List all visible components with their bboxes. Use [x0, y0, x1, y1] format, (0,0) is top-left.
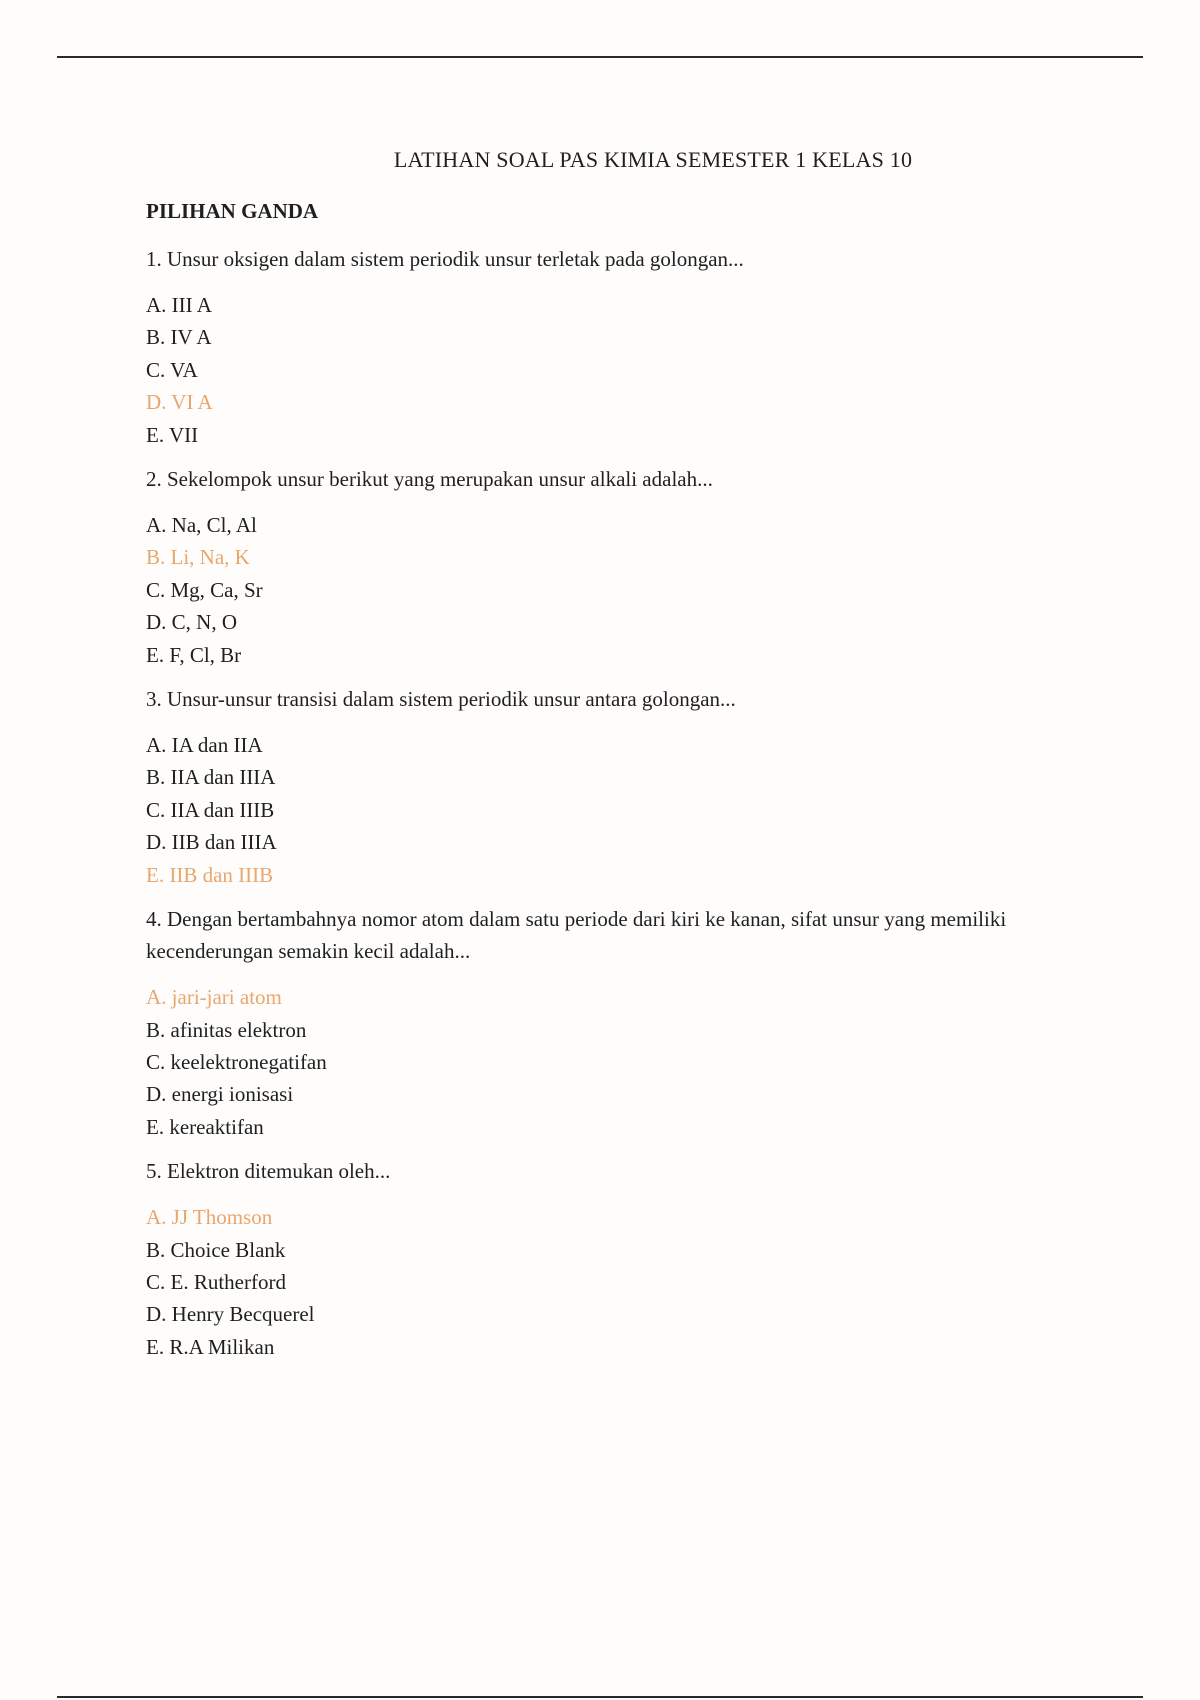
option-d[interactable]: D. IIB dan IIIA: [146, 830, 277, 855]
option-c[interactable]: C. keelektronegatifan: [146, 1049, 327, 1074]
top-rule: [57, 56, 1143, 58]
question-text: 3. Unsur-unsur transisi dalam sistem periodik unsur antara golongan...: [146, 687, 736, 712]
option-c[interactable]: C. E. Rutherford: [146, 1269, 286, 1294]
question-4: [146, 903, 1086, 1143]
option-e[interactable]: E. F, Cl, Br: [146, 642, 242, 667]
option-b-correct[interactable]: B. Li, Na, K: [146, 545, 250, 570]
document-page: [146, 142, 1086, 1375]
option-e[interactable]: E. R.A Milikan: [146, 1334, 275, 1359]
question-5: [146, 1155, 1086, 1363]
option-c[interactable]: C. VA: [146, 357, 198, 382]
option-a-correct[interactable]: A. jari-jari atom: [146, 985, 282, 1010]
option-d[interactable]: D. energi ionisasi: [146, 1082, 294, 1107]
question-text: 1. Unsur oksigen dalam sistem periodik unsur terletak pada golongan...: [146, 247, 744, 271]
option-c[interactable]: C. Mg, Ca, Sr: [146, 577, 263, 602]
option-list: [146, 981, 1086, 1143]
option-list: [146, 509, 1086, 671]
question-text: 4. Dengan bertambahnya nomor atom dalam satu periode dari kiri ke kanan, sifat unsur yang memiliki kecenderungan semakin kecil adalah...: [146, 907, 1007, 964]
option-b[interactable]: B. IV A: [146, 325, 212, 350]
option-b[interactable]: B. Choice Blank: [146, 1237, 286, 1262]
option-list: [146, 729, 1086, 891]
option-a[interactable]: A. Na, Cl, Al: [146, 513, 257, 538]
question-text: 5. Elektron ditemukan oleh...: [146, 1159, 391, 1184]
question-2: [146, 463, 1086, 671]
question-3: [146, 683, 1086, 891]
option-e[interactable]: E. VII: [146, 422, 199, 447]
option-b[interactable]: B. IIA dan IIIA: [146, 765, 276, 790]
option-a[interactable]: A. IA dan IIA: [146, 733, 263, 758]
section-title: PILIHAN GANDA: [146, 199, 319, 223]
option-a[interactable]: A. III A: [146, 293, 212, 317]
option-b[interactable]: B. afinitas elektron: [146, 1017, 307, 1042]
option-d[interactable]: D. Henry Becquerel: [146, 1302, 315, 1327]
option-d-correct[interactable]: D. VI A: [146, 390, 213, 415]
document-title: LATIHAN SOAL PAS KIMIA SEMESTER 1 KELAS 10: [393, 147, 913, 172]
option-a-correct[interactable]: A. JJ Thomson: [146, 1205, 273, 1230]
question-text: 2. Sekelompok unsur berikut yang merupakan unsur alkali adalah...: [146, 467, 713, 492]
option-d[interactable]: D. C, N, O: [146, 610, 238, 635]
option-e-correct[interactable]: E. IIB dan IIIB: [146, 862, 274, 887]
option-e[interactable]: E. kereaktifan: [146, 1114, 264, 1139]
option-c[interactable]: C. IIA dan IIIB: [146, 797, 275, 822]
question-1: [146, 243, 1086, 451]
bottom-rule: [57, 1696, 1143, 1698]
option-list: [146, 289, 1086, 451]
option-list: [146, 1201, 1086, 1363]
